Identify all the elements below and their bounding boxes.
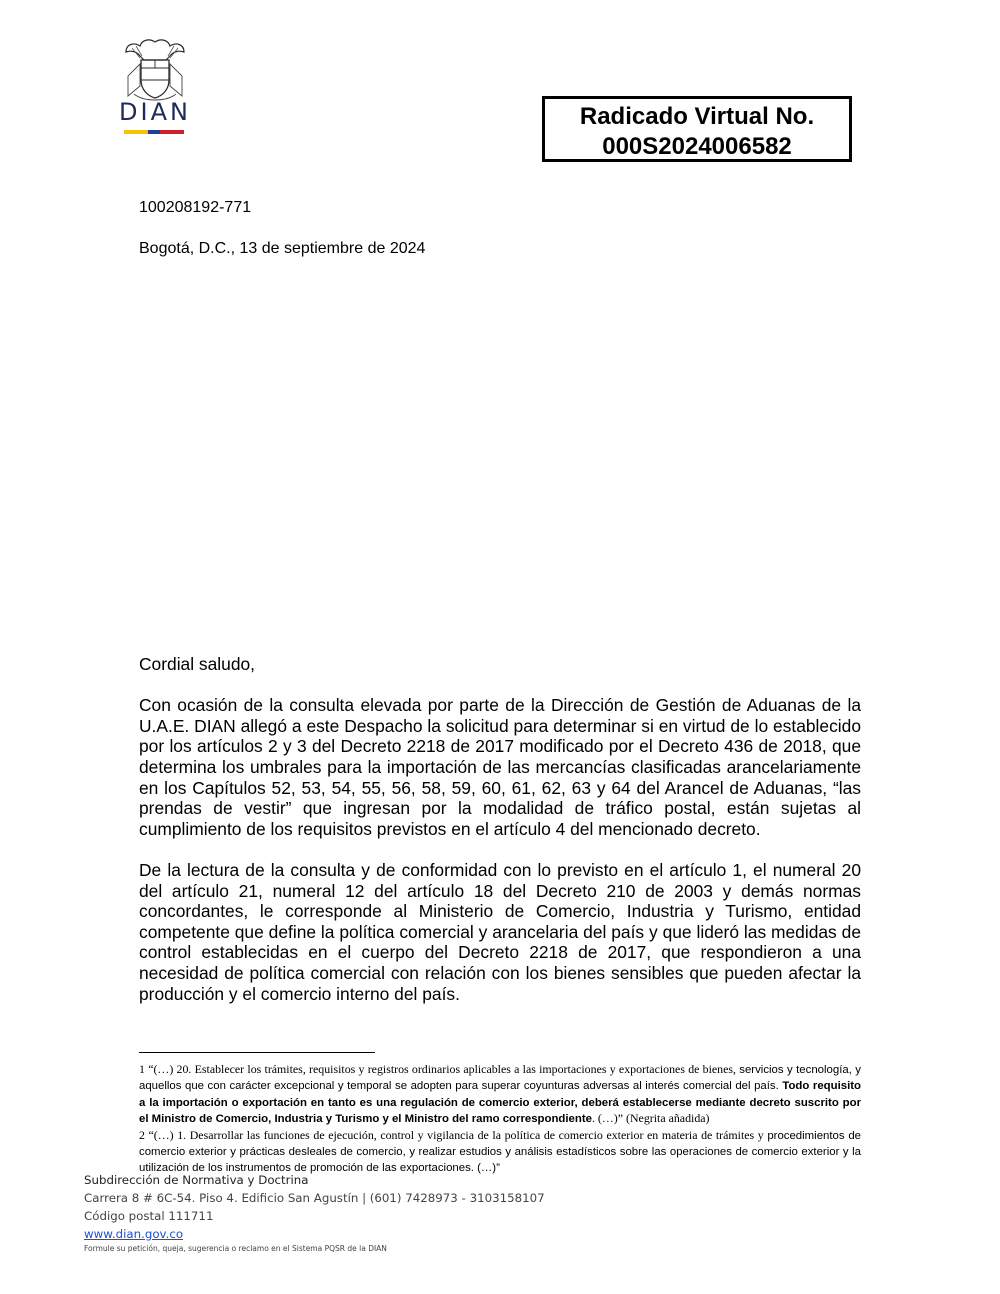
footer-address: Carrera 8 # 6C-54. Piso 4. Edificio San Agustín | (601) 7428973 - 3103158107 (84, 1191, 545, 1205)
footer-office: Subdirección de Normativa y Doctrina (84, 1173, 309, 1187)
footer-website-link[interactable]: www.dian.gov.co (84, 1227, 184, 1241)
reference-number: 100208192-771 (139, 199, 252, 216)
letter-body (139, 654, 861, 1025)
footnote-2-text-a: 2 “(…) 1. Desarrollar las funciones de ejecución, control y vigilancia de la política de comercio exterior en materia de trámites y (139, 1127, 768, 1142)
coat-of-arms-icon (104, 36, 206, 136)
paragraph-1: Con ocasión de la consulta elevada por parte de la Dirección de Gestión de Aduanas de la U.A.E. DIAN allegó a este Despacho la solicitud para determinar si en virtud de lo establecido por los artículos 2 y 3 del Decreto 2218 de 2017 modificado por el Decreto 436 de 2018, que determina los umbrales para la importación de las mercancías clasificadas arancelariamente en los Capítulos 52, 53, 54, 55, 56, 58, 59, 60, 61, 62, 63 y 64 del Arancel de Aduanas, “las prendas de vestir” que ingresan por la modalidad de tráfico postal, están sujetas al cumplimiento de los requisitos previstos en el artículo 4 del mencionado decreto. (139, 695, 861, 839)
footer-pqsr-note: Formule su petición, queja, sugerencia o reclamo en el Sistema PQSR de la DIAN (84, 1244, 387, 1253)
footnote-2 (139, 1128, 861, 1177)
footnotes (139, 1062, 861, 1177)
footnote-1-text-b: servicios y tecnología, y aquellos que con carácter excepcional y temporal se adopten para superar coyunturas adversas al interés comercial del país. (139, 1064, 862, 1093)
greeting: Cordial saludo, (139, 654, 256, 674)
footnote-divider (139, 1052, 375, 1053)
page-footer (84, 1171, 545, 1255)
footnote-1-text-a: 1 “(…) 20. Establecer los trámites, requisitos y registros ordinarios aplicables a las importaciones y exportaciones de bienes, (139, 1062, 740, 1076)
logo-wordmark: DIAN (119, 98, 191, 126)
dian-logo (104, 36, 206, 136)
footer-postal: Código postal 111711 (84, 1209, 214, 1223)
paragraph-2: De la lectura de la consulta y de conformidad con lo previsto en el artículo 1, el numeral 20 del artículo 21, numeral 12 del artículo 18 del Decreto 210 de 2003 y demás normas concordantes, le corresponde al Ministerio de Comercio, Industria y Turismo, entidad competente que define la política comercial y arancelaria del país y que lideró las medidas de control establecidas en el cuerpo del Decreto 2218 de 2017, que respondieron a una necesidad de política comercial con relación con los bienes sensibles que pueden afectar la producción y el comercio interno del país. (139, 859, 861, 1004)
radicado-box (542, 96, 852, 162)
place-date: Bogotá, D.C., 13 de septiembre de 2024 (139, 240, 426, 257)
footnote-1-end: . (…)” (Negrita añadida) (591, 1111, 710, 1126)
radicado-title: Radicado Virtual No. (579, 103, 815, 130)
radicado-number: 000S2024006582 (602, 133, 792, 160)
footnote-2-text-b: procedimientos de comercio exterior y prácticas desleales de comercio, y realizar estudios y análisis estadísticos sobre las operaciones de comercio exterior y la utilización de los instrumentos de promoción de las exportaciones. (…)” (139, 1129, 862, 1175)
footnote-1 (139, 1062, 861, 1128)
footnote-1-bold: Todo requisito a la importación o exportación en tanto es una regulación de comercio exterior, deberá establecerse mediante decreto suscrito por el Ministro de Comercio, Industria y Turismo y el Ministro del ramo correspondiente (139, 1080, 861, 1126)
